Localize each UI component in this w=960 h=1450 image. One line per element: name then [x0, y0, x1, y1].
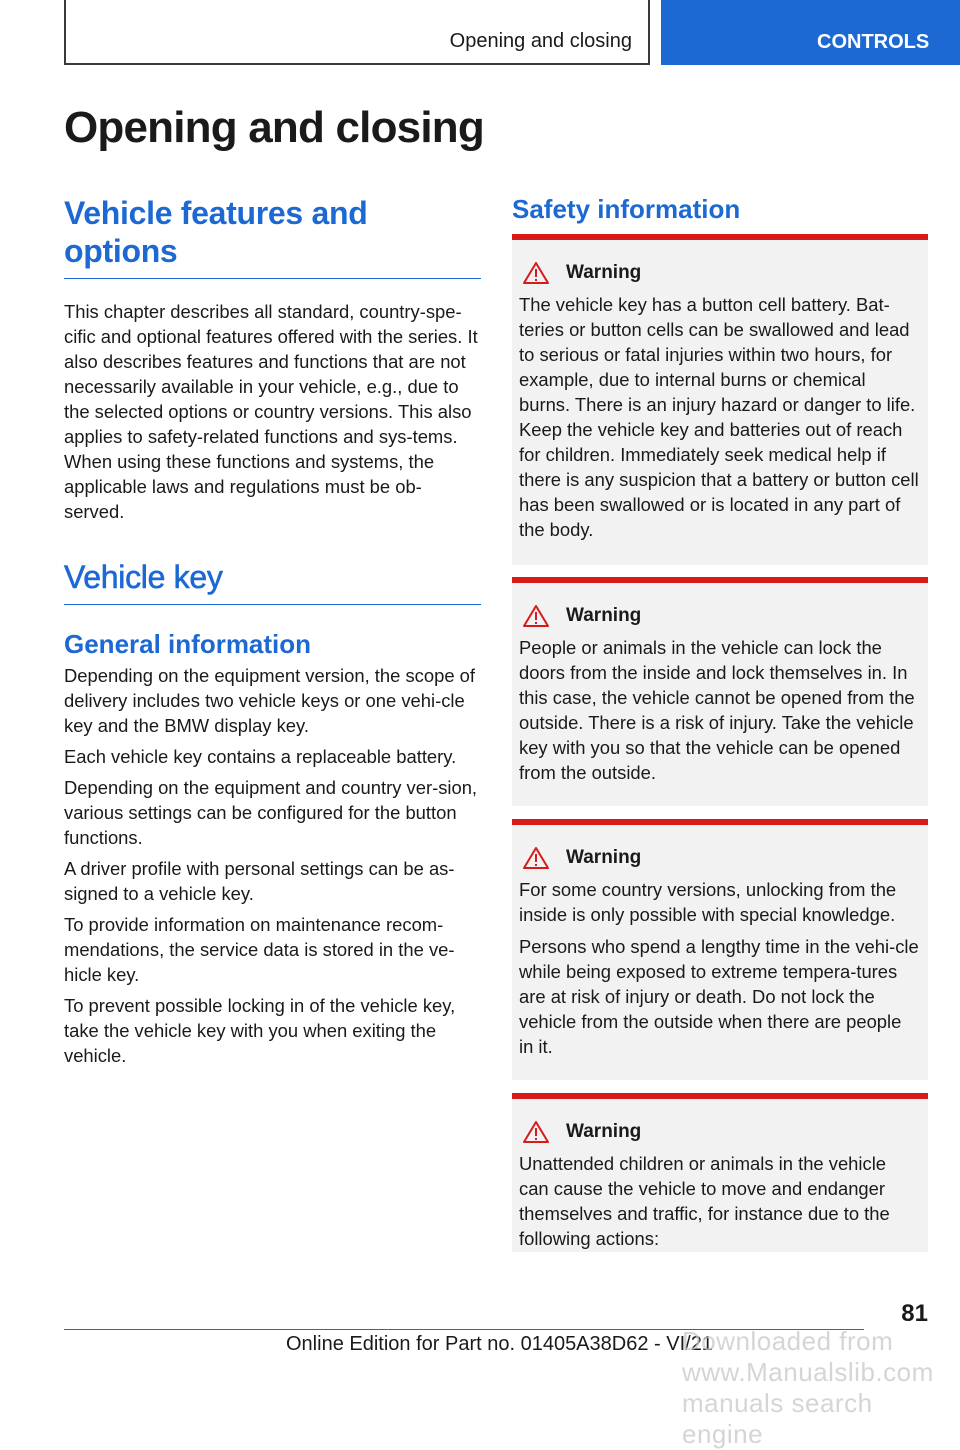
warning-box	[512, 234, 928, 565]
warning-text: For some country versions, unlocking from the inside is only possible with special knowledge.	[519, 879, 897, 925]
warning-text: Unattended children or animals in the vehicle can cause the vehicle to move and endanger themselves and traffic, for instance due to the following actions:	[519, 1153, 890, 1249]
warning-header	[519, 843, 920, 873]
warning-header	[519, 601, 920, 631]
page-title: Opening and closing	[64, 103, 484, 152]
header-section-title: Opening and closing	[449, 30, 632, 52]
key-paragraph: Depending on the equipment version, the scope of delivery includes two vehicle keys or one vehi-cle key and the BMW display key.	[64, 665, 476, 736]
features-heading: Vehicle features and options	[64, 194, 481, 279]
key-paragraph: Each vehicle key contains a replaceable battery.	[64, 746, 457, 767]
header-frame	[64, 0, 650, 65]
key-paragraph: Depending on the equipment and country ver-sion, various settings can be configured for the button functions.	[64, 777, 478, 848]
warning-box	[512, 577, 928, 806]
warning-text: People or animals in the vehicle can lock the doors from the inside and lock themselves in. In this case, the vehicle cannot be opened from the outside. There is a risk of injury. Take the vehicle key with you so that the vehicle can be opened from the outside.	[519, 637, 915, 783]
warning-text: Persons who spend a lengthy time in the vehi-cle while being exposed to extreme tempera-tures are at risk of injury or death. Do not lock the vehicle from the outside when there are people in it.	[519, 936, 919, 1057]
vehicle-key-heading: Vehicle key	[64, 558, 481, 605]
safety-information-heading: Safety information	[512, 194, 741, 224]
header-tab-label: CONTROLS	[817, 31, 930, 53]
key-paragraph: A driver profile with personal settings can be as-signed to a vehicle key.	[64, 858, 455, 904]
warning-header	[519, 1117, 920, 1147]
warning-triangle-icon	[522, 604, 550, 628]
warning-triangle-icon	[522, 261, 550, 285]
features-body: This chapter describes all standard, country-spe-cific and optional features offered with the series. It also describes features and functions that are not necessarily available in your vehicle, e.g., due to the selected options or country versions. This also applies to safety-related functions and sys-tems. When using these functions and systems, the applicable laws and regulations must be ob-served.	[64, 301, 478, 522]
warning-label: Warning	[566, 1121, 642, 1142]
general-information-heading: General information	[64, 629, 312, 659]
warning-label: Warning	[566, 262, 642, 283]
warning-box	[512, 1093, 928, 1252]
warning-label: Warning	[566, 847, 642, 868]
key-paragraph: To prevent possible locking in of the vehicle key, take the vehicle key with you when exiting the vehicle.	[64, 995, 456, 1066]
warning-triangle-icon	[522, 846, 550, 870]
warning-text: The vehicle key has a button cell battery. Bat-teries or button cells can be swallowed and lead to serious or fatal injuries within two hours, for example, due to internal burns or chemical burns. There is an injury hazard or danger to life. Keep the vehicle key and batteries out of reach for children. Immediately seek medical help if there is any suspicion that a battery or button cell has been swallowed or is located in any part of the body.	[519, 294, 919, 540]
right-column	[512, 194, 928, 224]
header-tab-controls[interactable]	[661, 0, 960, 65]
key-paragraph: To provide information on maintenance recom-mendations, the service data is stored in the ve-hicle key.	[64, 914, 455, 985]
warning-header	[519, 258, 920, 288]
page-number: 81	[901, 1300, 928, 1327]
warning-label: Warning	[566, 605, 642, 626]
warning-triangle-icon	[522, 1120, 550, 1144]
footer-edition: Online Edition for Part no. 01405A38D62 - VI/21	[286, 1333, 713, 1355]
warning-box	[512, 819, 928, 1080]
watermark: Downloaded from www.Manualslib.com manuals search engine	[682, 1326, 934, 1449]
left-column	[64, 194, 481, 1068]
